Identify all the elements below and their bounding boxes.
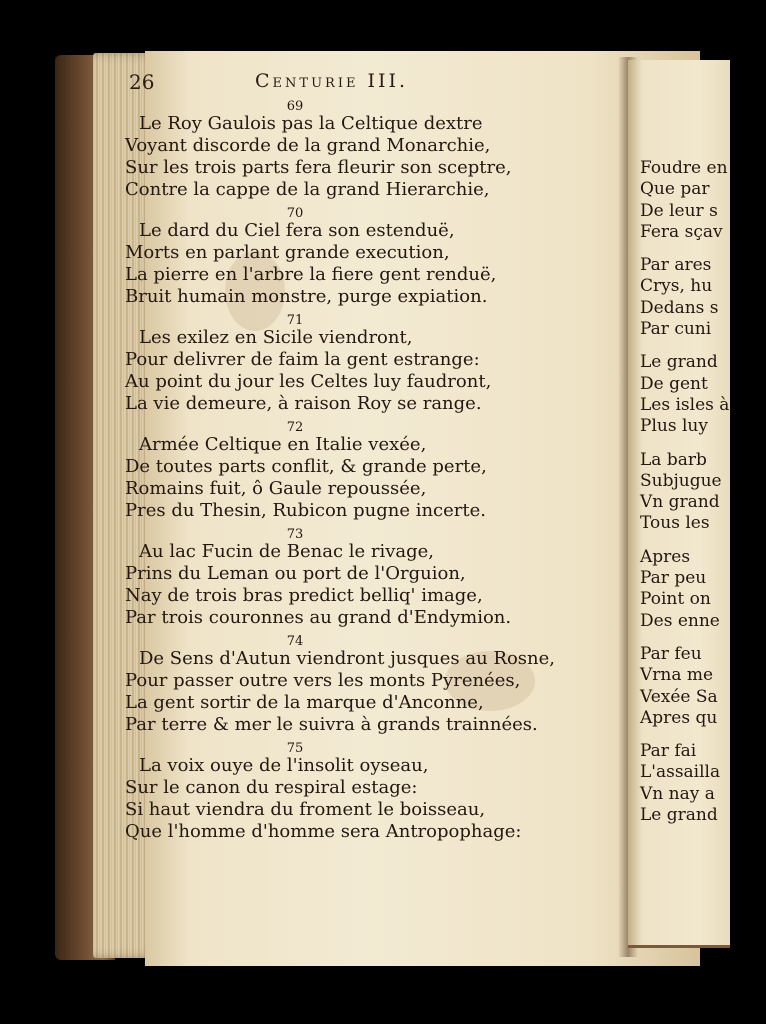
quatrain-number: 70: [286, 206, 304, 221]
verse-line: Sur les trois parts fera fleurir son sceptre,: [125, 157, 512, 178]
right-line: Les isles à: [640, 394, 730, 415]
verse-line: Le dard du Ciel fera son estenduë,: [139, 220, 455, 241]
right-line: Le grand: [640, 805, 718, 826]
verse-line: Romains fuit, ô Gaule repoussée,: [125, 478, 427, 499]
right-line: Apres: [640, 546, 691, 567]
quatrain-74: [125, 635, 575, 736]
right-line: Des enne: [640, 610, 720, 631]
verse-line: La pierre en l'arbre la fiere gent renduë,: [125, 264, 497, 285]
right-page: [628, 60, 730, 948]
verse-line: Les exilez en Sicile viendront,: [139, 327, 413, 348]
verse-line: De toutes parts conflit, & grande perte,: [125, 456, 487, 477]
verse-line: Bruit humain monstre, purge expiation.: [125, 286, 488, 307]
verse-line: Voyant discorde de la grand Monarchie,: [125, 135, 491, 156]
right-line: Apres qu: [640, 707, 718, 728]
right-group: [640, 547, 730, 632]
right-line: Vn grand: [640, 492, 720, 513]
quatrain-number: 69: [286, 99, 304, 114]
right-line: Par ares: [640, 255, 712, 276]
quatrain-number: 73: [286, 527, 304, 542]
right-line: Foudre en: [640, 158, 728, 178]
right-line: Par peu: [640, 568, 707, 589]
quatrain-73: [125, 528, 575, 629]
verse-line: Prins du Leman ou port de l'Orguion,: [125, 563, 466, 584]
verse-line: Le Roy Gaulois pas la Celtique dextre: [139, 113, 483, 134]
right-group: [640, 158, 730, 243]
quatrain-number: 74: [286, 634, 304, 649]
verse-line: La gent sortir de la marque d'Anconne,: [125, 692, 484, 713]
right-line: Dedans s: [640, 297, 719, 318]
right-group: [640, 255, 730, 340]
verse-line: Par trois couronnes au grand d'Endymion.: [125, 607, 512, 628]
right-line: L'assailla: [640, 762, 721, 783]
right-line: De gent: [640, 373, 708, 394]
right-line: Que par: [640, 179, 710, 200]
quatrain-number: 75: [286, 741, 304, 756]
right-group: [640, 644, 730, 729]
quatrain-75: [125, 742, 575, 843]
right-line: Subjugue: [640, 470, 722, 491]
quatrain-72: [125, 421, 575, 522]
verse-line: Pour delivrer de faim la gent estrange:: [125, 349, 480, 370]
right-line: Tous les: [640, 513, 710, 534]
right-line: La barb: [640, 449, 707, 470]
verse-line: Nay de trois bras predict belliq' image,: [125, 585, 483, 606]
quatrain-71: [125, 314, 575, 415]
right-line: Vn nay a: [640, 783, 715, 804]
quatrain-69: [125, 100, 575, 201]
verse-line: Morts en parlant grande execution,: [125, 242, 450, 263]
right-group: [640, 450, 730, 535]
right-line: Par cuni: [640, 319, 712, 340]
right-group: [640, 352, 730, 437]
verse-line: De Sens d'Autun viendront jusques au Rosne,: [139, 648, 556, 669]
right-line: Point on: [640, 589, 711, 610]
page-header: [125, 68, 565, 96]
verse-line: Par terre & mer le suivra à grands trainnées.: [125, 714, 538, 735]
right-line: Par fai: [640, 741, 697, 762]
quatrain-number: 71: [286, 313, 304, 328]
verse-line: Si haut viendra du froment le boisseau,: [125, 799, 486, 820]
verse-line: Pour passer outre vers les monts Pyrenées,: [125, 670, 521, 691]
verse-line: Contre la cappe de la grand Hierarchie,: [125, 179, 490, 200]
right-line: Vexée Sa: [640, 686, 718, 707]
right-line: Crys, hu: [640, 276, 713, 297]
verse-line: Armée Celtique en Italie vexée,: [139, 434, 427, 455]
verse-line: Sur le canon du respiral estage:: [125, 777, 418, 798]
verse-line: Au lac Fucin de Benac le rivage,: [139, 541, 435, 562]
right-line: Plus luy: [640, 416, 708, 437]
right-line: Fera sçav: [640, 221, 723, 242]
running-title: Centurie III.: [255, 70, 409, 92]
quatrain-70: [125, 207, 575, 308]
verse-line: La vie demeure, à raison Roy se range.: [125, 393, 482, 414]
quatrain-number: 72: [286, 420, 304, 435]
verse-line: Au point du jour les Celtes luy faudront,: [125, 371, 492, 392]
left-page-text: [125, 100, 575, 843]
right-line: Vrna me: [640, 665, 714, 686]
right-page-text: [640, 158, 730, 826]
verse-line: Que l'homme d'homme sera Antropophage:: [125, 821, 522, 842]
right-line: Par feu: [640, 643, 702, 664]
verse-line: Pres du Thesin, Rubicon pugne incerte.: [125, 500, 487, 521]
right-line: Le grand: [640, 352, 718, 373]
verse-line: La voix ouye de l'insolit oyseau,: [139, 755, 429, 776]
page-number: 26: [129, 70, 155, 94]
right-line: De leur s: [640, 200, 718, 221]
right-group: [640, 741, 730, 826]
